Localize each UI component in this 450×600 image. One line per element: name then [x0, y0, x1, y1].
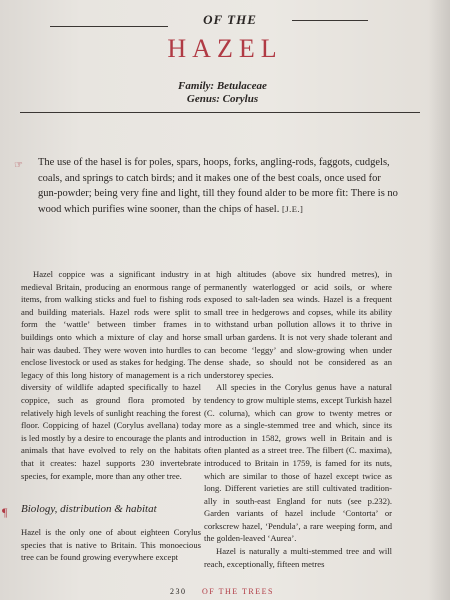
quote-text: The use of the hasel is for poles, spars, hoops, forks, angling-rods, faggots, cudgels, coals, and springs to catch birds; and it makes one of the best coals, once used for gun-powder; being very fine and light, till they found alder to be more fit: There is no wood which purifies wine sooner, than the chips of hasel. [38, 157, 398, 215]
header-kicker: OF THE [203, 12, 257, 27]
family-line: Family: Betulaceae [178, 80, 267, 92]
quote-signature: [J.E.] [281, 203, 304, 214]
left-column-lower [21, 526, 201, 564]
pilcrow-icon: ¶ [2, 505, 8, 519]
left-paragraph-2: Hazel is the only one of about eighteen Corylus species that is native to Britain. This monoecious tree can be found growing everywhere except [21, 527, 201, 563]
page-footer [170, 587, 274, 596]
page-title: HAZEL [167, 34, 283, 63]
right-paragraph-2: All species in the Corylus genus have a natural tendency to grow multiple stems, except Turkish hazel (C. colurna), which can grow to twenty metres or more as a single-stemmed tree and which, since its introduction in 1582, grows well in Britain and is often planted as a street tree. The filbert (C. maxima), introduced to Britain in 1759, is famed for its nuts, which are similar to those of hazel except twice as long. Different varieties are still cultivated tradition-ally in south-east England for nuts (see p.232). Garden variants of hazel include ‘Contorta’ or corkscrew hazel, ‘Pendula’, a rare weeping form, and the golden-leaved ‘Aurea’. [204, 382, 392, 544]
running-title: OF THE TREES [202, 587, 274, 596]
section-heading: Biology, distribution & habitat [21, 503, 157, 515]
right-paragraph-3: Hazel is naturally a multi-stemmed tree and will reach, exceptionally, fifteen metres [204, 546, 392, 569]
page-number: 230 [170, 587, 187, 596]
genus-line: Genus: Corylus [186, 93, 259, 105]
epigraph-quote [38, 155, 398, 217]
left-paragraph-1: Hazel coppice was a significant industry in medieval Britain, producing an enormous range of items, from walking sticks and fuel to fishing rods and building materials. Hazel rods were split to form the ‘wattle’ between timber frames in buildings onto which a mixture of clay and horse hair was daubed. They were woven into hurdles to enclose livestock or used as stakes for hedging. The legacy of this long history of management is a rich diversity of wildlife adapted specifically to hazel coppice, such as ground flora promoted by relatively high levels of sunlight reaching the forest floor. Coppicing of hazel (Corylus avellana) today is led mostly by a desire to encourage the plants and animals that have evolved to rely on the habitats that it creates: hazel supports 230 invertebrate species, for example, more than any other tree. [21, 269, 201, 481]
hand-pointer-icon: ☞ [14, 160, 23, 171]
header-rule-right [292, 20, 368, 21]
left-column [21, 268, 201, 482]
header-rule-left [50, 26, 168, 27]
right-paragraph-1: at high altitudes (above six hundred metres), in permanently waterlogged or acid soils, or where exposed to salt-laden sea winds. Hazel is a frequent small tree in hedgerows and copses, while its ability to withstand urban pollution allows it to thrive in small urban gardens. It is not very shade tolerant and can become ‘leggy’ and slow-growing when under dense shade, so should not be considered as an understorey species. [204, 269, 392, 380]
page-curl-shadow [428, 0, 450, 600]
right-column [204, 268, 392, 570]
header-rule-bottom [20, 112, 420, 113]
